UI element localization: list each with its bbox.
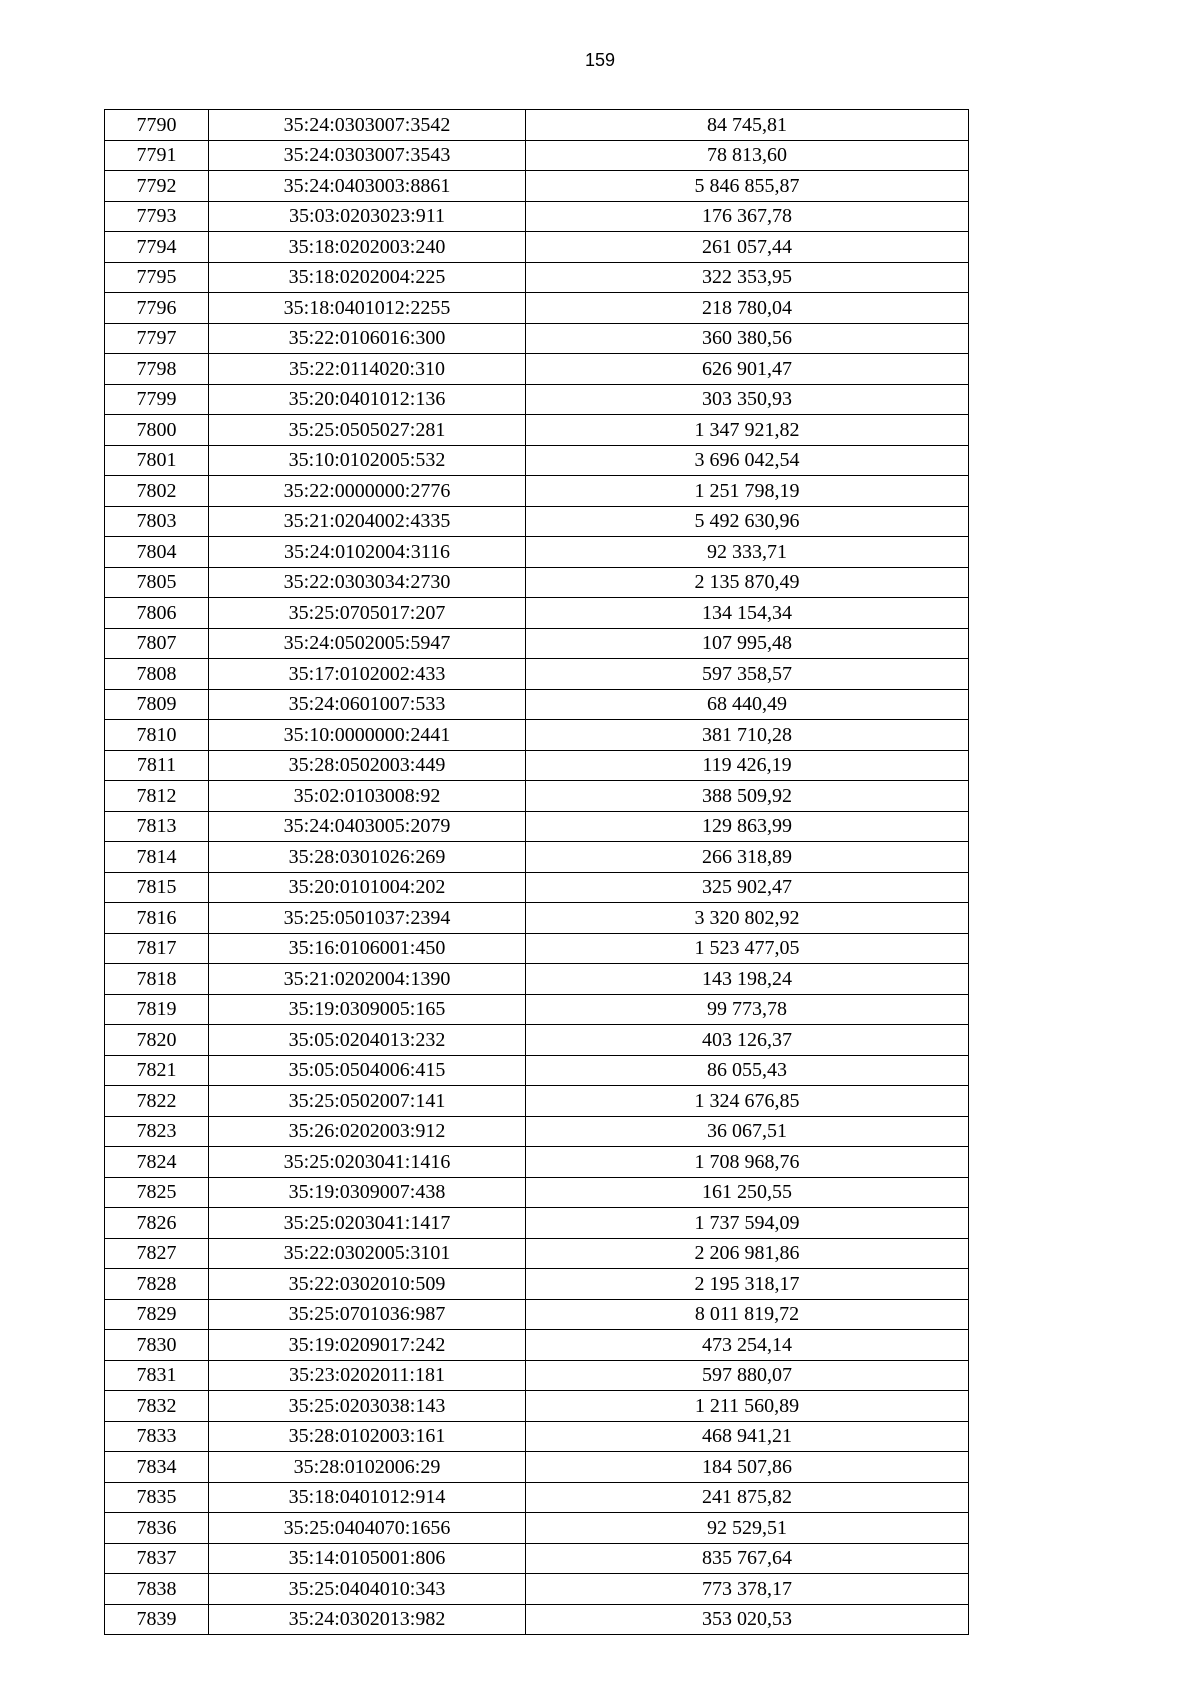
cadastral-number-cell: 35:24:0403003:8861 <box>209 171 526 202</box>
table-row <box>105 415 969 446</box>
row-number-cell: 7792 <box>105 171 209 202</box>
cadastral-number-cell: 35:22:0106016:300 <box>209 323 526 354</box>
value-cell: 403 126,37 <box>526 1025 969 1056</box>
table-row <box>105 140 969 171</box>
row-number-cell: 7839 <box>105 1604 209 1635</box>
cadastral-number-cell: 35:18:0401012:2255 <box>209 293 526 324</box>
table-row <box>105 201 969 232</box>
table-row <box>105 1543 969 1574</box>
value-cell: 835 767,64 <box>526 1543 969 1574</box>
value-cell: 78 813,60 <box>526 140 969 171</box>
row-number-cell: 7808 <box>105 659 209 690</box>
cadastral-number-cell: 35:22:0114020:310 <box>209 354 526 385</box>
table-row <box>105 872 969 903</box>
table-row <box>105 720 969 751</box>
value-cell: 3 320 802,92 <box>526 903 969 934</box>
value-cell: 353 020,53 <box>526 1604 969 1635</box>
cadastral-number-cell: 35:22:0302005:3101 <box>209 1238 526 1269</box>
value-cell: 5 492 630,96 <box>526 506 969 537</box>
value-cell: 473 254,14 <box>526 1330 969 1361</box>
cadastral-number-cell: 35:02:0103008:92 <box>209 781 526 812</box>
cadastral-number-cell: 35:25:0701036:987 <box>209 1299 526 1330</box>
table-row <box>105 323 969 354</box>
value-cell: 1 211 560,89 <box>526 1391 969 1422</box>
table-row <box>105 110 969 141</box>
cadastral-number-cell: 35:19:0309005:165 <box>209 994 526 1025</box>
row-number-cell: 7809 <box>105 689 209 720</box>
cadastral-number-cell: 35:20:0401012:136 <box>209 384 526 415</box>
row-number-cell: 7816 <box>105 903 209 934</box>
table-row <box>105 354 969 385</box>
table-row <box>105 1452 969 1483</box>
cadastral-number-cell: 35:24:0102004:3116 <box>209 537 526 568</box>
row-number-cell: 7833 <box>105 1421 209 1452</box>
table-row <box>105 232 969 263</box>
table-row <box>105 1330 969 1361</box>
row-number-cell: 7793 <box>105 201 209 232</box>
value-cell: 322 353,95 <box>526 262 969 293</box>
table-row <box>105 933 969 964</box>
table-row <box>105 384 969 415</box>
cadastral-number-cell: 35:20:0101004:202 <box>209 872 526 903</box>
value-cell: 36 067,51 <box>526 1116 969 1147</box>
data-table <box>104 109 969 1635</box>
row-number-cell: 7827 <box>105 1238 209 1269</box>
value-cell: 1 251 798,19 <box>526 476 969 507</box>
value-cell: 325 902,47 <box>526 872 969 903</box>
row-number-cell: 7822 <box>105 1086 209 1117</box>
cadastral-number-cell: 35:22:0000000:2776 <box>209 476 526 507</box>
cadastral-number-cell: 35:23:0202011:181 <box>209 1360 526 1391</box>
row-number-cell: 7825 <box>105 1177 209 1208</box>
table-row <box>105 262 969 293</box>
row-number-cell: 7826 <box>105 1208 209 1239</box>
table-row <box>105 750 969 781</box>
cadastral-number-cell: 35:25:0502007:141 <box>209 1086 526 1117</box>
value-cell: 266 318,89 <box>526 842 969 873</box>
table-row <box>105 659 969 690</box>
cadastral-number-cell: 35:05:0204013:232 <box>209 1025 526 1056</box>
table-row <box>105 567 969 598</box>
value-cell: 468 941,21 <box>526 1421 969 1452</box>
table-row <box>105 1574 969 1605</box>
cadastral-number-cell: 35:28:0502003:449 <box>209 750 526 781</box>
cadastral-number-cell: 35:28:0102003:161 <box>209 1421 526 1452</box>
cadastral-number-cell: 35:28:0301026:269 <box>209 842 526 873</box>
cadastral-number-cell: 35:24:0303007:3542 <box>209 110 526 141</box>
row-number-cell: 7814 <box>105 842 209 873</box>
table-row <box>105 1513 969 1544</box>
table-body <box>105 110 969 1635</box>
cadastral-number-cell: 35:25:0501037:2394 <box>209 903 526 934</box>
value-cell: 119 426,19 <box>526 750 969 781</box>
page-number: 159 <box>584 50 616 70</box>
cadastral-number-cell: 35:17:0102002:433 <box>209 659 526 690</box>
cadastral-number-cell: 35:24:0601007:533 <box>209 689 526 720</box>
cadastral-number-cell: 35:14:0105001:806 <box>209 1543 526 1574</box>
value-cell: 597 358,57 <box>526 659 969 690</box>
cadastral-number-cell: 35:18:0202004:225 <box>209 262 526 293</box>
table-row <box>105 1299 969 1330</box>
row-number-cell: 7837 <box>105 1543 209 1574</box>
value-cell: 2 206 981,86 <box>526 1238 969 1269</box>
row-number-cell: 7818 <box>105 964 209 995</box>
table-row <box>105 1025 969 1056</box>
table-row <box>105 1055 969 1086</box>
row-number-cell: 7813 <box>105 811 209 842</box>
table-row <box>105 1086 969 1117</box>
table-row <box>105 1604 969 1635</box>
cadastral-number-cell: 35:05:0504006:415 <box>209 1055 526 1086</box>
value-cell: 1 347 921,82 <box>526 415 969 446</box>
table-row <box>105 994 969 1025</box>
row-number-cell: 7801 <box>105 445 209 476</box>
row-number-cell: 7790 <box>105 110 209 141</box>
value-cell: 92 333,71 <box>526 537 969 568</box>
value-cell: 388 509,92 <box>526 781 969 812</box>
row-number-cell: 7796 <box>105 293 209 324</box>
table-row <box>105 781 969 812</box>
cadastral-number-cell: 35:03:0203023:911 <box>209 201 526 232</box>
row-number-cell: 7817 <box>105 933 209 964</box>
value-cell: 303 350,93 <box>526 384 969 415</box>
row-number-cell: 7799 <box>105 384 209 415</box>
value-cell: 626 901,47 <box>526 354 969 385</box>
row-number-cell: 7805 <box>105 567 209 598</box>
row-number-cell: 7832 <box>105 1391 209 1422</box>
cadastral-number-cell: 35:25:0203041:1417 <box>209 1208 526 1239</box>
cadastral-number-cell: 35:25:0203041:1416 <box>209 1147 526 1178</box>
value-cell: 68 440,49 <box>526 689 969 720</box>
row-number-cell: 7835 <box>105 1482 209 1513</box>
row-number-cell: 7834 <box>105 1452 209 1483</box>
cadastral-number-cell: 35:25:0404010:343 <box>209 1574 526 1605</box>
table-row <box>105 445 969 476</box>
row-number-cell: 7829 <box>105 1299 209 1330</box>
value-cell: 3 696 042,54 <box>526 445 969 476</box>
table-row <box>105 1421 969 1452</box>
cadastral-number-cell: 35:22:0302010:509 <box>209 1269 526 1300</box>
value-cell: 134 154,34 <box>526 598 969 629</box>
cadastral-number-cell: 35:28:0102006:29 <box>209 1452 526 1483</box>
row-number-cell: 7811 <box>105 750 209 781</box>
value-cell: 184 507,86 <box>526 1452 969 1483</box>
table-row <box>105 598 969 629</box>
value-cell: 92 529,51 <box>526 1513 969 1544</box>
table-row <box>105 903 969 934</box>
row-number-cell: 7824 <box>105 1147 209 1178</box>
row-number-cell: 7810 <box>105 720 209 751</box>
value-cell: 1 708 968,76 <box>526 1147 969 1178</box>
cadastral-number-cell: 35:18:0401012:914 <box>209 1482 526 1513</box>
table-row <box>105 1360 969 1391</box>
value-cell: 86 055,43 <box>526 1055 969 1086</box>
cadastral-number-cell: 35:24:0303007:3543 <box>209 140 526 171</box>
value-cell: 2 195 318,17 <box>526 1269 969 1300</box>
value-cell: 360 380,56 <box>526 323 969 354</box>
table-row <box>105 537 969 568</box>
cadastral-number-cell: 35:24:0502005:5947 <box>209 628 526 659</box>
table-row <box>105 293 969 324</box>
value-cell: 129 863,99 <box>526 811 969 842</box>
row-number-cell: 7807 <box>105 628 209 659</box>
row-number-cell: 7794 <box>105 232 209 263</box>
table-row <box>105 1238 969 1269</box>
row-number-cell: 7806 <box>105 598 209 629</box>
cadastral-number-cell: 35:19:0309007:438 <box>209 1177 526 1208</box>
value-cell: 176 367,78 <box>526 201 969 232</box>
row-number-cell: 7831 <box>105 1360 209 1391</box>
table-row <box>105 1269 969 1300</box>
value-cell: 99 773,78 <box>526 994 969 1025</box>
table-row <box>105 628 969 659</box>
cadastral-number-cell: 35:18:0202003:240 <box>209 232 526 263</box>
value-cell: 773 378,17 <box>526 1574 969 1605</box>
row-number-cell: 7836 <box>105 1513 209 1544</box>
row-number-cell: 7812 <box>105 781 209 812</box>
table-row <box>105 171 969 202</box>
table-row <box>105 964 969 995</box>
row-number-cell: 7797 <box>105 323 209 354</box>
value-cell: 8 011 819,72 <box>526 1299 969 1330</box>
cadastral-number-cell: 35:21:0202004:1390 <box>209 964 526 995</box>
row-number-cell: 7798 <box>105 354 209 385</box>
row-number-cell: 7821 <box>105 1055 209 1086</box>
row-number-cell: 7795 <box>105 262 209 293</box>
value-cell: 1 324 676,85 <box>526 1086 969 1117</box>
row-number-cell: 7802 <box>105 476 209 507</box>
value-cell: 107 995,48 <box>526 628 969 659</box>
row-number-cell: 7800 <box>105 415 209 446</box>
table-row <box>105 506 969 537</box>
cadastral-number-cell: 35:25:0404070:1656 <box>209 1513 526 1544</box>
table-row <box>105 689 969 720</box>
cadastral-number-cell: 35:16:0106001:450 <box>209 933 526 964</box>
value-cell: 597 880,07 <box>526 1360 969 1391</box>
table-row <box>105 1208 969 1239</box>
cadastral-number-cell: 35:25:0505027:281 <box>209 415 526 446</box>
table-row <box>105 1177 969 1208</box>
value-cell: 261 057,44 <box>526 232 969 263</box>
row-number-cell: 7819 <box>105 994 209 1025</box>
value-cell: 381 710,28 <box>526 720 969 751</box>
value-cell: 84 745,81 <box>526 110 969 141</box>
value-cell: 143 198,24 <box>526 964 969 995</box>
table-row <box>105 476 969 507</box>
value-cell: 2 135 870,49 <box>526 567 969 598</box>
cadastral-number-cell: 35:19:0209017:242 <box>209 1330 526 1361</box>
value-cell: 218 780,04 <box>526 293 969 324</box>
table-row <box>105 1482 969 1513</box>
cadastral-number-cell: 35:26:0202003:912 <box>209 1116 526 1147</box>
value-cell: 5 846 855,87 <box>526 171 969 202</box>
cadastral-number-cell: 35:21:0204002:4335 <box>209 506 526 537</box>
table-row <box>105 1147 969 1178</box>
table-row <box>105 1391 969 1422</box>
row-number-cell: 7820 <box>105 1025 209 1056</box>
row-number-cell: 7804 <box>105 537 209 568</box>
table-row <box>105 1116 969 1147</box>
cadastral-number-cell: 35:10:0102005:532 <box>209 445 526 476</box>
cadastral-number-cell: 35:10:0000000:2441 <box>209 720 526 751</box>
value-cell: 1 523 477,05 <box>526 933 969 964</box>
row-number-cell: 7815 <box>105 872 209 903</box>
table-row <box>105 842 969 873</box>
table-row <box>105 811 969 842</box>
value-cell: 161 250,55 <box>526 1177 969 1208</box>
cadastral-number-cell: 35:22:0303034:2730 <box>209 567 526 598</box>
row-number-cell: 7830 <box>105 1330 209 1361</box>
cadastral-number-cell: 35:25:0203038:143 <box>209 1391 526 1422</box>
row-number-cell: 7791 <box>105 140 209 171</box>
value-cell: 1 737 594,09 <box>526 1208 969 1239</box>
row-number-cell: 7828 <box>105 1269 209 1300</box>
cadastral-number-cell: 35:24:0302013:982 <box>209 1604 526 1635</box>
row-number-cell: 7823 <box>105 1116 209 1147</box>
row-number-cell: 7803 <box>105 506 209 537</box>
row-number-cell: 7838 <box>105 1574 209 1605</box>
value-cell: 241 875,82 <box>526 1482 969 1513</box>
cadastral-number-cell: 35:24:0403005:2079 <box>209 811 526 842</box>
cadastral-number-cell: 35:25:0705017:207 <box>209 598 526 629</box>
